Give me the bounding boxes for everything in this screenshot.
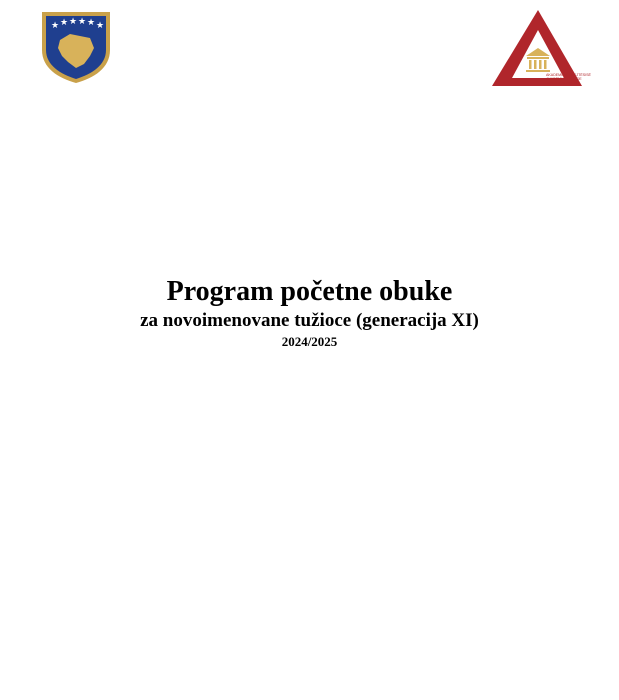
star-icon: ★ <box>69 17 78 27</box>
star-icon: ★ <box>87 18 96 28</box>
star-icon: ★ <box>78 17 87 27</box>
document-title: Program početne obuke <box>166 276 453 307</box>
document-year: 2024/2025 <box>281 334 338 349</box>
logo-text-line-1: AKADEMIA E DREJTËSISË <box>546 73 591 77</box>
kosovo-coat-of-arms-icon <box>40 10 112 84</box>
star-icon: ★ <box>96 21 105 31</box>
academy-of-justice-logo-icon <box>488 8 591 88</box>
logo-text-line-3: JUSTICE ACADEMY <box>546 81 580 85</box>
star-icon: ★ <box>51 21 60 31</box>
document-subtitle: za novoimenovane tužioce (generacija XI) <box>140 310 479 331</box>
coat-of-arms-icon <box>40 10 112 84</box>
academy-of-justice-logo <box>488 8 591 88</box>
star-icon: ★ <box>60 18 69 28</box>
logo-text-line-2: AKADEMIJA PRAVDE <box>546 77 582 81</box>
title-block <box>0 276 619 350</box>
